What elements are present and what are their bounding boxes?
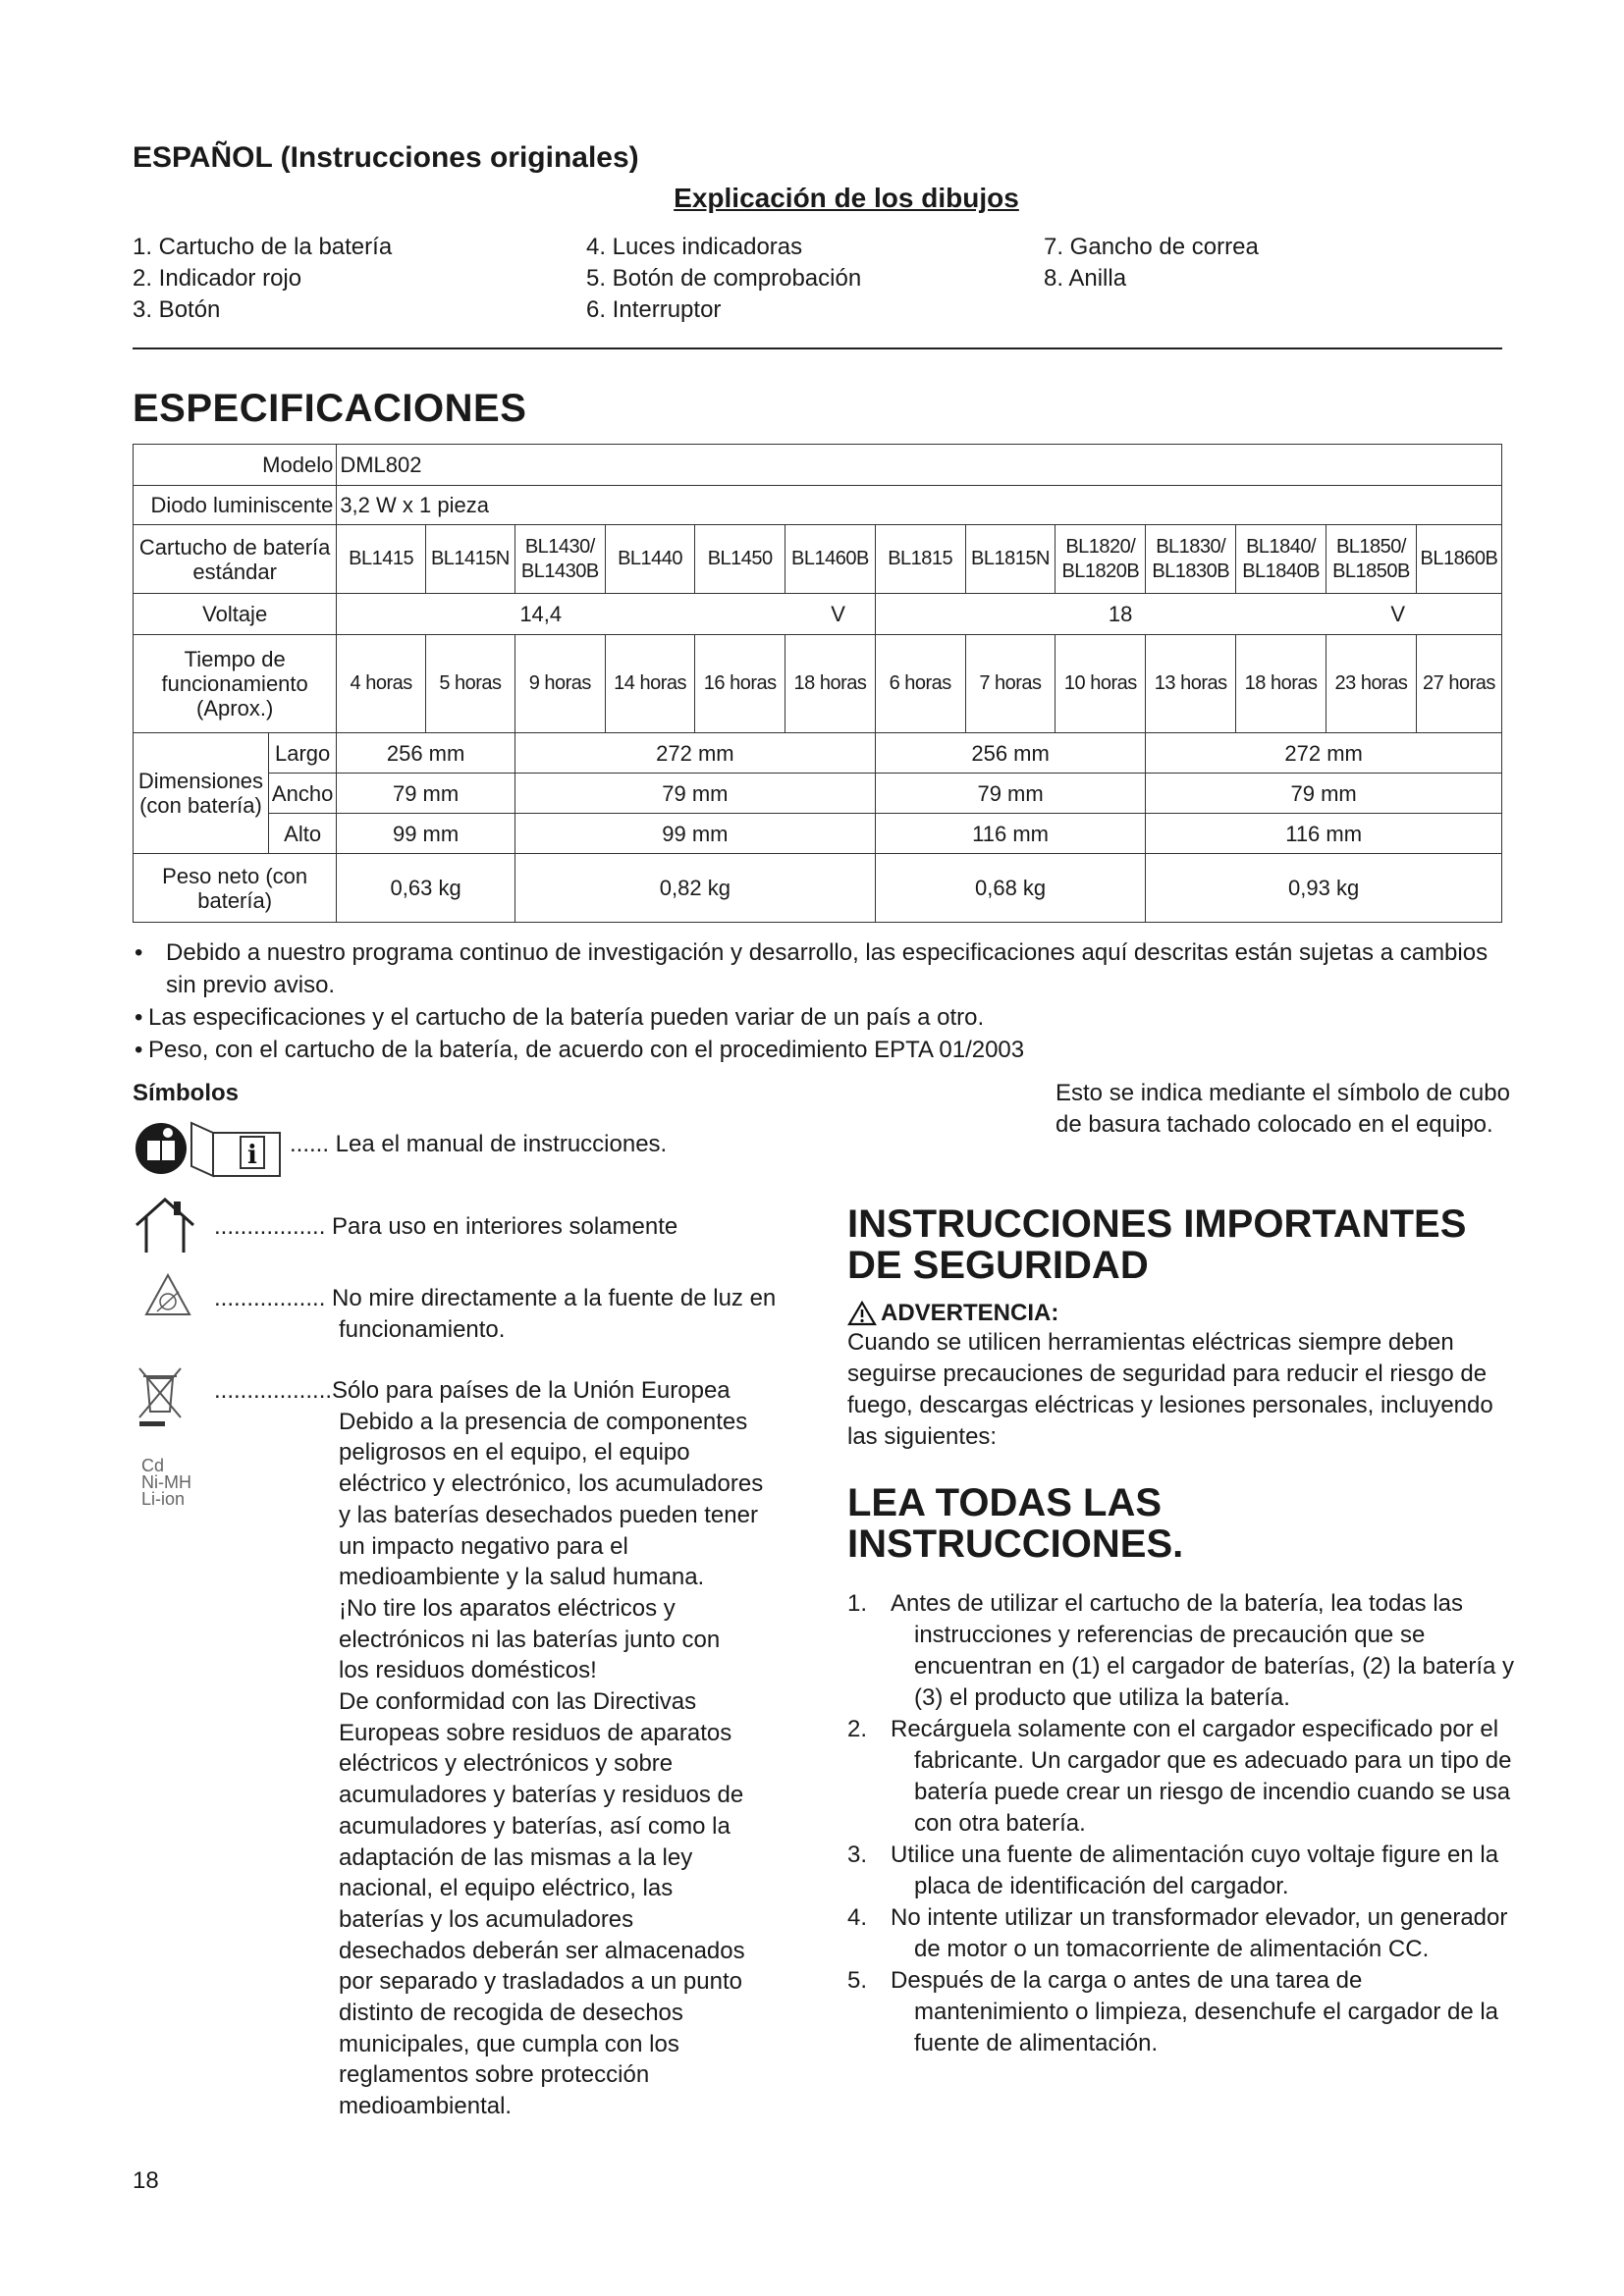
list-item: 5. Después de la carga o antes de una tarea de mantenimiento o limpieza, desenchufe el cargador de la fuente de alimentación. [847,1967,1499,2056]
height-label: Alto [268,814,336,854]
length-value: 256 mm [875,733,1145,774]
language-title: ESPAÑOL (Instrucciones originales) [133,141,639,174]
crossed-bin-note: Esto se indica mediante el símbolo de cubo de basura tachado colocado en el equipo. [1056,1080,1510,1138]
legend-col-1 [133,232,392,326]
weight-value: 0,63 kg [337,854,515,923]
voltage-18-cell [875,594,1501,635]
height-value: 116 mm [1146,814,1502,854]
diode-label: Diodo luminiscente [134,486,337,525]
battery-model: BL1860B [1416,525,1501,594]
crossed-bin-icon [135,1364,185,1427]
length-value: 272 mm [514,733,875,774]
runtime-value: 13 horas [1146,635,1236,733]
bin-labels: Cd Ni-MH Li-ion [141,1456,191,1509]
legend-col-3 [1044,232,1259,294]
voltage-14: 14,4 [519,602,563,626]
legend-item: 1. Cartucho de la batería [133,234,393,260]
runtime-value: 6 horas [875,635,965,733]
runtime-value: 10 horas [1056,635,1146,733]
weight-value: 0,68 kg [875,854,1145,923]
model-value: DML802 [337,445,1502,486]
warning-heading [847,1300,1515,1327]
row-height [134,814,1502,854]
indoor-text: ................. Para uso en interiores solamente [214,1213,678,1240]
voltage-unit: V [1390,602,1405,626]
safety-section [847,1203,1515,1565]
read-manual-icon [135,1119,284,1178]
width-value: 79 mm [337,774,515,814]
drawings-title-wrap [0,183,1624,214]
width-value: 79 mm [1146,774,1502,814]
row-diode [134,486,1502,525]
runtime-value: 4 horas [337,635,426,733]
height-value: 99 mm [514,814,875,854]
warning-label: ADVERTENCIA: [881,1300,1059,1326]
no-look-text: ................. No mire directamente a la fuente de luz en funcionamiento. [214,1285,777,1343]
voltage-unit: V [831,602,845,626]
row-length [134,733,1502,774]
read-manual-text: ...... Lea el manual de instrucciones. [290,1131,668,1157]
drawings-title: Explicación de los dibujos [674,183,1019,213]
specs-title: ESPECIFICACIONES [133,387,527,430]
warning-icon [847,1301,877,1326]
specs-table [133,444,1502,923]
battery-model: BL1460B [785,525,876,594]
battery-model: BL1815N [965,525,1056,594]
runtime-value: 23 horas [1326,635,1417,733]
warning-text: Cuando se utilicen herramientas eléctricas siempre deben seguirse precauciones de seguridad para reducir el riesgo de fuego, descargas eléctricas y lesiones personales, incluyendo las siguientes: [847,1329,1493,1450]
battery-model: BL1815 [875,525,965,594]
height-value: 116 mm [875,814,1145,854]
runtime-value: 16 horas [695,635,785,733]
row-runtime [134,635,1502,733]
runtime-value: 9 horas [514,635,605,733]
safety-list [847,1588,1515,2059]
legend-item: 8. Anilla [1044,265,1127,292]
dimensions-label: Dimensiones (con batería) [134,733,269,854]
spec-notes [133,936,1507,1066]
page-number: 18 [133,2167,159,2194]
voltage-label: Voltaje [134,594,337,635]
runtime-value: 18 horas [1236,635,1326,733]
runtime-value: 7 horas [965,635,1056,733]
battery-model: BL1830/ BL1830B [1146,525,1236,594]
model-label: Modelo [134,445,337,486]
row-width [134,774,1502,814]
list-item: 2. Recárguela solamente con el cargador especificado por el fabricante. Un cargador que es adecuado para un tipo de batería puede crear un riesgo de incendio cuando se usa con otra batería. [847,1716,1512,1837]
safety-title: INSTRUCCIONES IMPORTANTES DE SEGURIDAD [847,1202,1467,1287]
runtime-label: Tiempo de funcionamiento (Aprox.) [134,635,337,733]
runtime-value: 5 horas [425,635,514,733]
runtime-value: 18 horas [785,635,876,733]
legend-item: 7. Gancho de correa [1044,234,1259,260]
legend-item: 3. Botón [133,296,221,323]
width-label: Ancho [268,774,336,814]
weight-label: Peso neto (con batería) [134,854,337,923]
note-item: • Las especificaciones y el cartucho de la batería pueden variar de un país a otro. [135,1004,985,1031]
length-value: 272 mm [1146,733,1502,774]
legend-item: 5. Botón de comprobación [586,265,862,292]
legend-item: 4. Luces indicadoras [586,234,803,260]
list-item: 3. Utilice una fuente de alimentación cuyo voltaje figure en la placa de identificación del cargador. [847,1842,1499,1899]
battery-model: BL1430/ BL1430B [514,525,605,594]
legend-item: 6. Interruptor [586,296,722,323]
battery-model: BL1450 [695,525,785,594]
legend-col-2 [586,232,861,326]
height-value: 99 mm [337,814,515,854]
read-all-title: LEA TODAS LAS INSTRUCCIONES. [847,1481,1184,1566]
battery-model: BL1840/ BL1840B [1236,525,1326,594]
length-label: Largo [268,733,336,774]
diode-value: 3,2 W x 1 pieza [337,486,1502,525]
battery-model: BL1850/ BL1850B [1326,525,1417,594]
no-look-light-icon [143,1272,192,1317]
battery-model: BL1820/ BL1820B [1056,525,1146,594]
length-value: 256 mm [337,733,515,774]
weight-value: 0,82 kg [514,854,875,923]
runtime-value: 27 horas [1416,635,1501,733]
legend-item: 2. Indicador rojo [133,265,302,292]
battery-model: BL1415 [337,525,426,594]
row-voltage [134,594,1502,635]
battery-model: BL1415N [425,525,514,594]
indoor-house-icon [133,1196,197,1256]
symbols-title: Símbolos [133,1080,240,1106]
weight-value: 0,93 kg [1146,854,1502,923]
width-value: 79 mm [514,774,875,814]
svg-text:i: i [247,1141,257,1170]
eu-text: ..................Sólo para países de la Unión Europea Debido a la presencia de componentes peligrosos en el equipo, el equipo eléctrico y electrónico, los acumuladores y las baterías desechados pueden tener un impacto negativo para el medioambiente y la salud humana. ¡No tire los aparatos eléctricos y electrónicos ni las baterías junto con los residuos domésticos! De conformidad con las Directivas Europeas sobre residuos de aparatos eléctricos y electrónicos y sobre acumuladores y baterías y residuos de acumuladores y baterías, así como la adaptación de las mismas a la ley nacional, el equipo eléctrico, las baterías y los acumuladores desechados deberán ser almacenados por separado y trasladados a un punto distinto de recogida de desechos municipales, que cumpla con los reglamentos sobre protección medioambiental. [214,1377,764,2120]
battery-label: Cartucho de batería estándar [134,525,337,594]
list-item: 4. No intente utilizar un transformador elevador, un generador de motor o un tomacorriente de alimentación CC. [847,1904,1508,1962]
section-divider [133,347,1502,349]
list-item: 1. Antes de utilizar el cartucho de la batería, lea todas las instrucciones y referencias de precaución que se encuentran en (1) el cargador de baterías, (2) la batería y (3) el producto que utiliza la batería. [847,1590,1515,1711]
note-item: • Debido a nuestro programa continuo de investigación y desarrollo, las especificaciones aquí descritas están sujetas a cambios sin previo aviso. [135,939,1489,998]
runtime-value: 14 horas [605,635,695,733]
voltage-18: 18 [1108,602,1133,626]
battery-model: BL1440 [605,525,695,594]
row-batteries [134,525,1502,594]
note-item: • Peso, con el cartucho de la batería, de acuerdo con el procedimiento EPTA 01/2003 [135,1037,1025,1063]
voltage-14-cell [337,594,876,635]
row-model [134,445,1502,486]
width-value: 79 mm [875,774,1145,814]
row-weight [134,854,1502,923]
